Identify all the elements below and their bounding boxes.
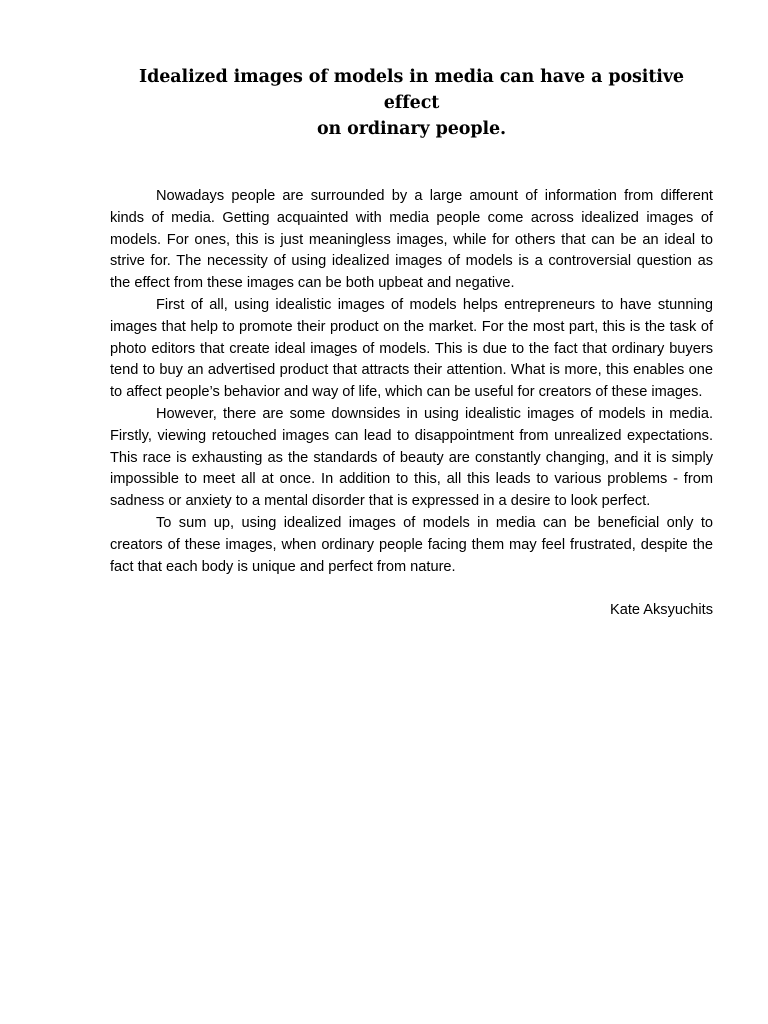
author-signature: Kate Aksyuchits: [609, 602, 713, 619]
paragraph-conclusion: To sum up, using idealized images of models in media can be beneficial only to creators of these images, when ordinary people facing them may feel frustrated, despite the fact that each body is unique and perfect from nature.: [110, 514, 713, 575]
document-title: [110, 64, 713, 142]
paragraph-negative: However, there are some downsides in using idealistic images of models in media. Firstly, viewing retouched images can lead to disappointment from unrealized expectations. This race is exhausting as the standards of beauty are constantly changing, and it is simply impossible to meet all at once. In addition to this, all this leads to various problems - from sadness or anxiety to a mental disorder that is expressed in a desire to look perfect.: [110, 405, 713, 510]
document-body: [110, 186, 713, 578]
paragraph-positive: First of all, using idealistic images of models helps entrepreneurs to have stunning images that help to promote their product on the market. For the most part, this is the task of photo editors that create ideal images of models. This is due to the fact that ordinary buyers tend to buy an advertised product that attracts their attention. What is more, this enables one to affect people’s behavior and way of life, which can be useful for creators of these images.: [110, 296, 713, 401]
document-page: [110, 64, 713, 622]
title-line-2: on ordinary people.: [316, 119, 507, 139]
paragraph-intro: Nowadays people are surrounded by a large amount of information from different kinds of media. Getting acquainted with media people come across idealized images of models. For ones, this is just meaningless images, while for others that can be an ideal to strive for. The necessity of using idealized images of models is a controversial question as the effect from these images can be both upbeat and negative.: [110, 188, 713, 292]
title-line-1: Idealized images of models in media can have a positive effect: [139, 67, 684, 113]
